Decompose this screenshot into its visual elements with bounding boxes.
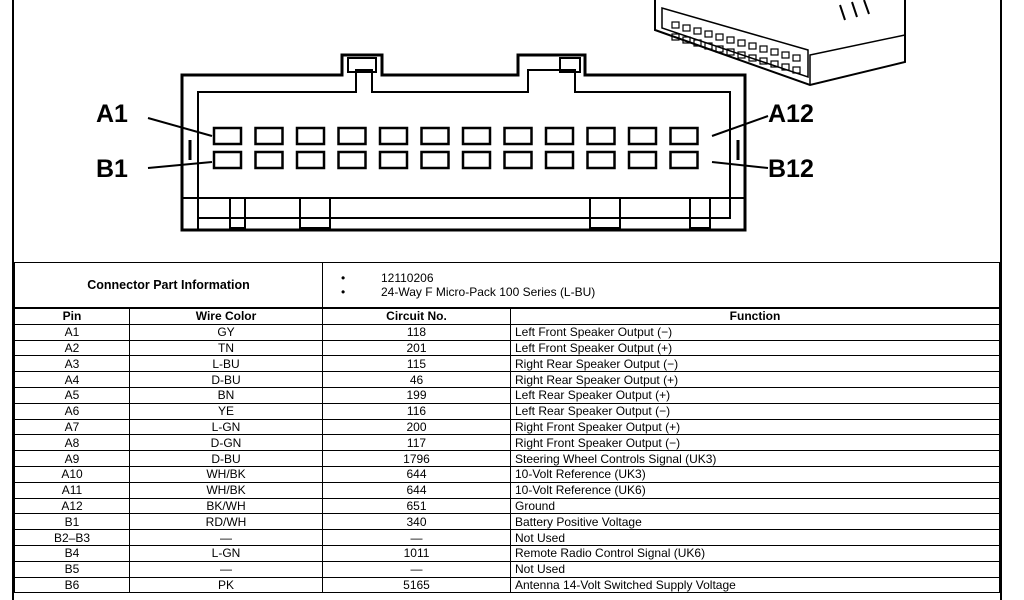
wire-color-cell: L-BU	[130, 356, 323, 372]
circuit-cell: —	[323, 561, 511, 577]
pin-cavity	[671, 128, 698, 144]
wire-color-cell: —	[130, 561, 323, 577]
table-row	[15, 561, 1000, 577]
pin-cavity	[546, 152, 573, 168]
circuit-cell: 644	[323, 482, 511, 498]
table-row	[15, 435, 1000, 451]
pin-cavity	[546, 128, 573, 144]
pin-cell: A6	[15, 403, 130, 419]
pin-cell: A9	[15, 451, 130, 467]
function-cell: Left Front Speaker Output (+)	[511, 340, 1000, 356]
label-b12: B12	[768, 155, 814, 183]
function-cell: Right Rear Speaker Output (+)	[511, 372, 1000, 388]
wire-color-cell: —	[130, 530, 323, 546]
mini-pin	[760, 46, 767, 52]
header-function: Function	[511, 309, 1000, 325]
circuit-cell: 200	[323, 419, 511, 435]
label-b1: B1	[96, 155, 128, 183]
wire-color-cell: TN	[130, 340, 323, 356]
table-row	[15, 530, 1000, 546]
pin-cell: A10	[15, 466, 130, 482]
pin-table-header	[15, 309, 1000, 325]
pin-cell: A3	[15, 356, 130, 372]
pin-cell: A2	[15, 340, 130, 356]
function-cell: 10-Volt Reference (UK3)	[511, 466, 1000, 482]
function-cell: Right Front Speaker Output (−)	[511, 435, 1000, 451]
circuit-cell: 115	[323, 356, 511, 372]
mini-pin	[771, 49, 778, 55]
pin-cell: A4	[15, 372, 130, 388]
pin-cavity	[505, 152, 532, 168]
label-a12: A12	[768, 100, 814, 128]
pin-cavity	[588, 152, 615, 168]
function-cell: Steering Wheel Controls Signal (UK3)	[511, 451, 1000, 467]
function-cell: Right Front Speaker Output (+)	[511, 419, 1000, 435]
pin-cell: B5	[15, 561, 130, 577]
mini-pin	[672, 22, 679, 28]
pin-cell: A7	[15, 419, 130, 435]
header-pin: Pin	[15, 309, 130, 325]
connector-description: • 24-Way F Micro-Pack 100 Series (L-BU)	[381, 285, 995, 299]
pin-cavity	[339, 152, 366, 168]
circuit-cell: 1796	[323, 451, 511, 467]
pin-cavity	[297, 152, 324, 168]
pin-cell: A12	[15, 498, 130, 514]
mini-pin	[727, 37, 734, 43]
pin-cavity	[297, 128, 324, 144]
function-cell: Ground	[511, 498, 1000, 514]
circuit-cell: 116	[323, 403, 511, 419]
wire-color-cell: BN	[130, 387, 323, 403]
table-row	[15, 372, 1000, 388]
wire-color-cell: WH/BK	[130, 466, 323, 482]
mini-pin	[749, 43, 756, 49]
table-row	[15, 498, 1000, 514]
table-row	[15, 419, 1000, 435]
wire-color-cell: L-GN	[130, 545, 323, 561]
pin-cell: B6	[15, 577, 130, 593]
pin-cavity	[214, 128, 241, 144]
mini-pin	[716, 34, 723, 40]
pin-cell: A8	[15, 435, 130, 451]
table-row	[15, 340, 1000, 356]
function-cell: Right Rear Speaker Output (−)	[511, 356, 1000, 372]
table-row	[15, 482, 1000, 498]
function-cell: Remote Radio Control Signal (UK6)	[511, 545, 1000, 561]
pin-cavity	[505, 128, 532, 144]
table-row	[15, 577, 1000, 593]
circuit-cell: 118	[323, 324, 511, 340]
function-cell: Not Used	[511, 530, 1000, 546]
pin-cell: B2–B3	[15, 530, 130, 546]
circuit-cell: 340	[323, 514, 511, 530]
pin-cell: A1	[15, 324, 130, 340]
circuit-cell: —	[323, 530, 511, 546]
table-row	[15, 466, 1000, 482]
function-cell: Left Front Speaker Output (−)	[511, 324, 1000, 340]
circuit-cell: 201	[323, 340, 511, 356]
function-cell: Not Used	[511, 561, 1000, 577]
wire-color-cell: D-BU	[130, 372, 323, 388]
header-circuit-no: Circuit No.	[323, 309, 511, 325]
pin-cavity	[463, 152, 490, 168]
mini-pin	[738, 40, 745, 46]
pin-cavity	[380, 128, 407, 144]
pin-cavity	[629, 128, 656, 144]
pin-cavities	[214, 128, 698, 168]
pin-cavity	[671, 152, 698, 168]
wire-color-cell: WH/BK	[130, 482, 323, 498]
table-row	[15, 545, 1000, 561]
circuit-cell: 5165	[323, 577, 511, 593]
mini-pin	[793, 55, 800, 61]
pin-cell: A5	[15, 387, 130, 403]
mini-pin	[705, 31, 712, 37]
circuit-cell: 199	[323, 387, 511, 403]
mini-pin	[683, 25, 690, 31]
table-row	[15, 451, 1000, 467]
connector-info-details	[323, 263, 1000, 308]
circuit-cell: 644	[323, 466, 511, 482]
wire-color-cell: D-BU	[130, 451, 323, 467]
pin-function-table	[14, 308, 1000, 593]
pin-cavity	[588, 128, 615, 144]
pin-cavity	[339, 128, 366, 144]
function-cell: 10-Volt Reference (UK6)	[511, 482, 1000, 498]
pin-cavity	[463, 128, 490, 144]
pin-cavity	[380, 152, 407, 168]
table-row	[15, 403, 1000, 419]
wire-color-cell: GY	[130, 324, 323, 340]
function-cell: Left Rear Speaker Output (+)	[511, 387, 1000, 403]
pin-cavity	[256, 128, 283, 144]
wire-color-cell: PK	[130, 577, 323, 593]
function-cell: Battery Positive Voltage	[511, 514, 1000, 530]
table-row	[15, 387, 1000, 403]
connector-diagram	[0, 0, 1024, 262]
table-row	[15, 514, 1000, 530]
connector-part-number: • 12110206	[381, 271, 995, 285]
wire-color-cell: BK/WH	[130, 498, 323, 514]
pin-cavity	[422, 152, 449, 168]
pin-cavity	[214, 152, 241, 168]
connector-info-heading: Connector Part Information	[15, 263, 323, 308]
wire-color-cell: RD/WH	[130, 514, 323, 530]
circuit-cell: 1011	[323, 545, 511, 561]
wire-color-cell: YE	[130, 403, 323, 419]
label-a1: A1	[96, 100, 128, 128]
connector-illustration	[655, 0, 905, 85]
pin-cavity	[256, 152, 283, 168]
connector-info-table	[14, 262, 1000, 308]
function-cell: Antenna 14-Volt Switched Supply Voltage	[511, 577, 1000, 593]
circuit-cell: 651	[323, 498, 511, 514]
function-cell: Left Rear Speaker Output (−)	[511, 403, 1000, 419]
pin-cell: A11	[15, 482, 130, 498]
mini-pin	[694, 28, 701, 34]
table-row	[15, 356, 1000, 372]
pin-cavity	[422, 128, 449, 144]
wire-color-cell: L-GN	[130, 419, 323, 435]
pin-cell: B1	[15, 514, 130, 530]
pin-cell: B4	[15, 545, 130, 561]
header-wire-color: Wire Color	[130, 309, 323, 325]
pin-cavity	[629, 152, 656, 168]
circuit-cell: 46	[323, 372, 511, 388]
wire-color-cell: D-GN	[130, 435, 323, 451]
mini-pin	[782, 52, 789, 58]
circuit-cell: 117	[323, 435, 511, 451]
table-row	[15, 324, 1000, 340]
